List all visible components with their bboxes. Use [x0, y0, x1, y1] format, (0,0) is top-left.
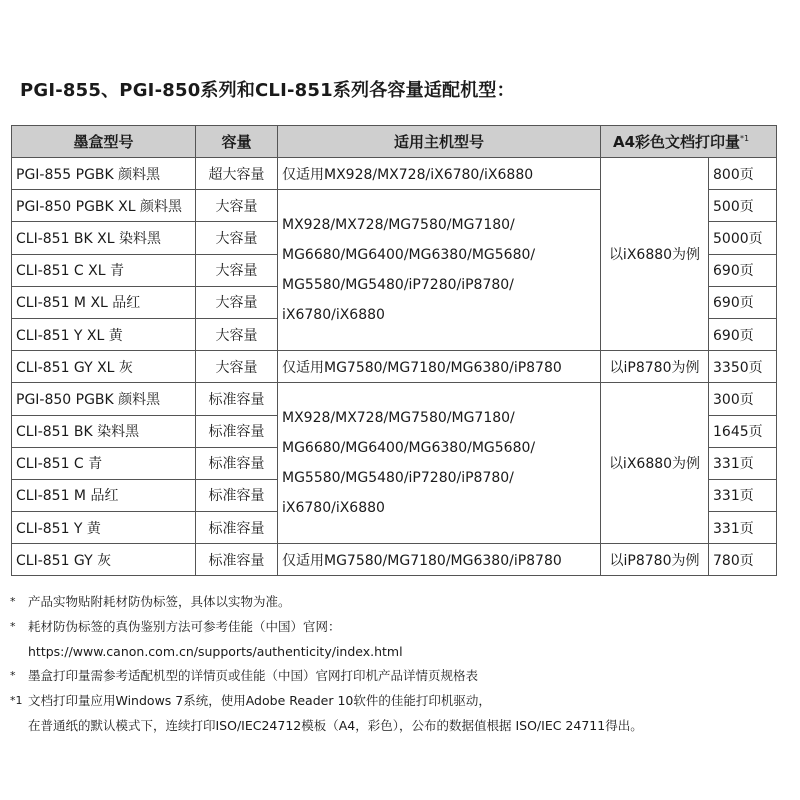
printer-list-line: iX6780/iX6880 — [282, 500, 385, 517]
test-printer-reference: 以iX6880为例 — [601, 158, 709, 351]
footnote — [10, 640, 643, 665]
page-yield: 331页 — [709, 512, 777, 544]
header-page-yield-label: A4彩色文档打印量 — [613, 133, 741, 151]
cartridge-model: CLI-851 BK 染料黑 — [12, 415, 196, 447]
page-yield: 690页 — [709, 318, 777, 350]
compatible-printers: 仅适用MX928/MX728/iX6780/iX6880 — [278, 158, 601, 190]
table-header-row — [12, 126, 777, 158]
page-yield: 690页 — [709, 254, 777, 286]
capacity: 大容量 — [196, 222, 278, 254]
page-title: PGI-855、PGI-850系列和CLI-851系列各容量适配机型： — [20, 80, 515, 101]
page-yield: 5000页 — [709, 222, 777, 254]
cartridge-model: CLI-851 M 品红 — [12, 479, 196, 511]
printer-list-line: MG5580/MG5480/iP7280/iP8780/ — [282, 470, 514, 487]
capacity: 标准容量 — [196, 447, 278, 479]
footnote-text: 文档打印量应用Windows 7系统，使用Adobe Reader 10软件的佳能打印机驱动， — [28, 693, 491, 709]
cartridge-model: PGI-850 PGBK XL 颜料黑 — [12, 190, 196, 222]
cartridge-model: CLI-851 GY XL 灰 — [12, 351, 196, 383]
footnote-text: 墨盒打印量需参考适配机型的详情页或佳能（中国）官网打印机产品详情页规格表 — [28, 668, 479, 684]
footnotes — [10, 590, 643, 739]
table-row — [12, 383, 777, 415]
cartridge-model: CLI-851 Y 黄 — [12, 512, 196, 544]
footnote-mark: * — [10, 595, 16, 608]
printer-list-line: MG6680/MG6400/MG6380/MG5680/ — [282, 440, 536, 457]
footnote-mark: *1 — [10, 694, 23, 708]
page-yield: 1645页 — [709, 415, 777, 447]
page-yield: 300页 — [709, 383, 777, 415]
table-row — [12, 351, 777, 383]
capacity: 大容量 — [196, 351, 278, 383]
cartridge-model: CLI-851 C XL 青 — [12, 254, 196, 286]
printer-list-line: MG5580/MG5480/iP7280/iP8780/ — [282, 277, 514, 294]
footnote — [10, 689, 643, 714]
test-printer-reference: 以iX6880为例 — [601, 383, 709, 544]
cartridge-model: CLI-851 Y XL 黄 — [12, 318, 196, 350]
capacity: 标准容量 — [196, 512, 278, 544]
page-yield: 780页 — [709, 544, 777, 576]
capacity: 大容量 — [196, 190, 278, 222]
capacity: 超大容量 — [196, 158, 278, 190]
footnote — [10, 615, 643, 640]
capacity: 大容量 — [196, 254, 278, 286]
header-compatible-printers: 适用主机型号 — [278, 126, 601, 158]
page-yield: 331页 — [709, 447, 777, 479]
footnote — [10, 714, 643, 739]
cartridge-model: PGI-850 PGBK 颜料黑 — [12, 383, 196, 415]
test-printer-reference: 以iP8780为例 — [601, 351, 709, 383]
ink-compatibility-table — [11, 125, 777, 576]
authenticity-link[interactable]: https://www.canon.com.cn/supports/authenticity/index.html — [28, 643, 403, 659]
table-row — [12, 158, 777, 190]
printer-list-line: MG6680/MG6400/MG6380/MG5680/ — [282, 247, 536, 264]
footnote-text: 在普通纸的默认模式下，连续打印ISO/IEC24712模板（A4，彩色），公布的数据值根据 ISO/IEC 24711得出。 — [28, 717, 643, 733]
capacity: 大容量 — [196, 286, 278, 318]
footnote-text: 耗材防伪标签的真伪鉴别方法可参考佳能（中国）官网： — [28, 618, 341, 634]
capacity: 标准容量 — [196, 383, 278, 415]
cartridge-model: PGI-855 PGBK 颜料黑 — [12, 158, 196, 190]
header-page-yield — [601, 126, 777, 158]
compatible-printers: 仅适用MG7580/MG7180/MG6380/iP8780 — [278, 351, 601, 383]
cartridge-model: CLI-851 M XL 品红 — [12, 286, 196, 318]
capacity: 标准容量 — [196, 479, 278, 511]
printer-list-line: MX928/MX728/MG7580/MG7180/ — [282, 410, 515, 427]
printer-list-line: iX6780/iX6880 — [282, 307, 385, 324]
capacity: 大容量 — [196, 318, 278, 350]
page-yield: 500页 — [709, 190, 777, 222]
compatible-printers: 仅适用MG7580/MG7180/MG6380/iP8780 — [278, 544, 601, 576]
cartridge-model: CLI-851 BK XL 染料黑 — [12, 222, 196, 254]
footnote-mark: * — [10, 619, 16, 633]
cartridge-model: CLI-851 C 青 — [12, 447, 196, 479]
capacity: 标准容量 — [196, 544, 278, 576]
page-yield: 3350页 — [709, 351, 777, 383]
compatible-printers-group — [278, 190, 601, 351]
page-yield: 800页 — [709, 158, 777, 190]
test-printer-reference: 以iP8780为例 — [601, 544, 709, 576]
page-yield: 690页 — [709, 286, 777, 318]
footnote-mark: * — [10, 669, 16, 683]
table-row — [12, 544, 777, 576]
header-capacity: 容量 — [196, 126, 278, 158]
header-cartridge-model: 墨盒型号 — [12, 126, 196, 158]
footnote — [10, 664, 643, 689]
printer-list-line: MX928/MX728/MG7580/MG7180/ — [282, 217, 515, 234]
capacity: 标准容量 — [196, 415, 278, 447]
footnote-text: 产品实物贴附耗材防伪标签，具体以实物为准。 — [28, 594, 291, 609]
footnote — [10, 590, 643, 615]
cartridge-model: CLI-851 GY 灰 — [12, 544, 196, 576]
page-yield: 331页 — [709, 479, 777, 511]
footnote-mark: *1 — [740, 134, 750, 143]
compatible-printers-group — [278, 383, 601, 544]
